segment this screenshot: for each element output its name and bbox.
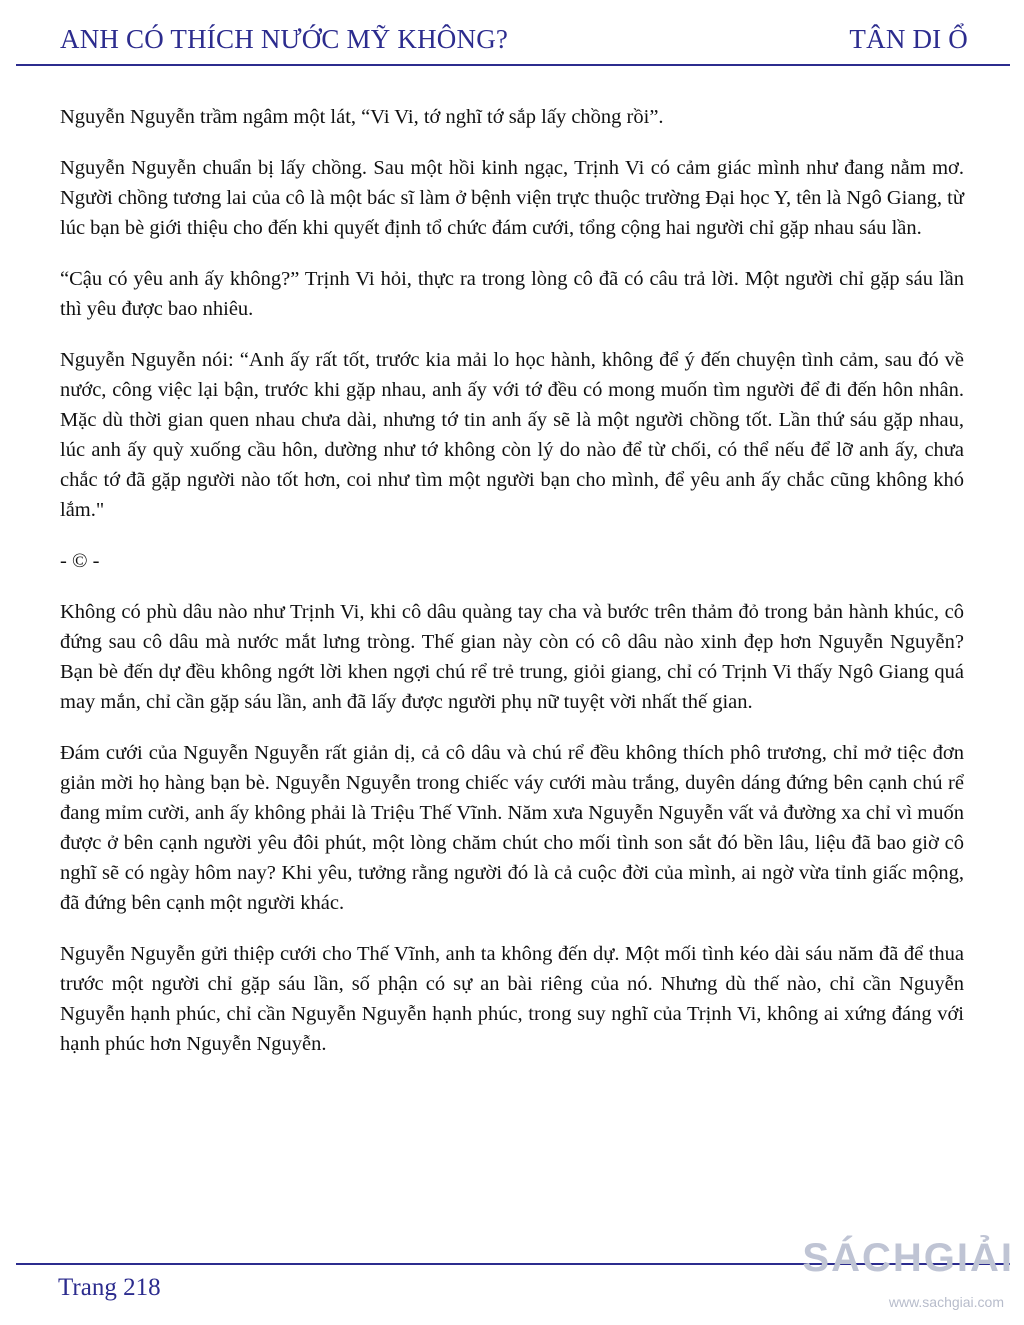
page-number: Trang 218 <box>58 1274 161 1301</box>
paragraph: Nguyễn Nguyễn nói: “Anh ấy rất tốt, trước kia mải lo học hành, không để ý đến chuyện tình cảm, sau đó về nước, công việc lại bận, trước khi gặp nhau, anh ấy với tớ đều có mong muốn tìm người để đi đến hôn nhân. Mặc dù thời gian quen nhau chưa dài, nhưng tớ tin anh ấy sẽ là một người chồng tốt. Lần thứ sáu gặp nhau, lúc anh ấy quỳ xuống cầu hôn, dường như tớ không còn lý do nào để từ chối, có thể nếu để lỡ anh ấy, chưa chắc tớ đã gặp người nào tốt hơn, coi như tìm một người bạn cho mình, để yêu anh ấy chắc cũng không khó lắm." <box>60 349 964 521</box>
watermark-logo: SÁCHGIẢI <box>802 1236 1014 1280</box>
page-body <box>60 102 964 1080</box>
header-divider <box>16 64 1010 66</box>
page-header <box>60 24 968 62</box>
paragraph: Nguyễn Nguyễn gửi thiệp cưới cho Thế Vĩnh, anh ta không đến dự. Một mối tình kéo dài sáu năm đã để thua trước một người chỉ gặp sáu lần, số phận có sự an bài riêng của nó. Nhưng dù thế nào, chỉ cần Nguyễn Nguyễn hạnh phúc, chỉ cần Nguyễn Nguyễn hạnh phúc, trong suy nghĩ của Trịnh Vi, không ai xứng đáng với hạnh phúc hơn Nguyễn Nguyễn. <box>60 943 964 1055</box>
paragraph: Đám cưới của Nguyễn Nguyễn rất giản dị, cả cô dâu và chú rể đều không thích phô trương, chỉ mở tiệc đơn giản mời họ hàng bạn bè. Nguyễn Nguyễn trong chiếc váy cưới màu trắng, duyên dáng đứng bên cạnh chú rể đang mỉm cười, anh ấy không phải là Triệu Thế Vĩnh. Năm xưa Nguyễn Nguyễn vất vả đường xa chỉ vì muốn được ở bên cạnh người yêu đôi phút, một lòng chăm chút cho mối tình son sắt đó bền lâu, liệu đã bao giờ cô nghĩ sẽ có ngày hôm nay? Khi yêu, tưởng rằng người đó là cả cuộc đời của mình, ai ngờ vừa tỉnh giấc mộng, đã đứng bên cạnh một người khác. <box>60 742 964 914</box>
watermark <box>802 1222 1018 1322</box>
watermark-url: www.sachgiai.com <box>888 1294 1004 1310</box>
book-author: TÂN DI Ổ <box>849 24 968 54</box>
paragraph: Nguyễn Nguyễn trầm ngâm một lát, “Vi Vi, tớ nghĩ tớ sắp lấy chồng rồi”. <box>60 106 664 128</box>
book-title: ANH CÓ THÍCH NƯỚC MỸ KHÔNG? <box>60 24 509 54</box>
section-separator: - © - <box>60 550 100 572</box>
paragraph: Không có phù dâu nào như Trịnh Vi, khi cô dâu quàng tay cha và bước trên thảm đỏ trong bản hành khúc, cô đứng sau cô dâu mà nước mắt lưng tròng. Thế gian này còn có cô dâu nào xinh đẹp hơn Nguyễn Nguyễn? Bạn bè đến dự đều không ngớt lời khen ngợi chú rể trẻ trung, giỏi giang, chỉ có Trịnh Vi thấy Ngô Giang quá may mắn, chỉ cần gặp sáu lần, anh đã lấy được người phụ nữ tuyệt vời nhất thế gian. <box>60 601 964 713</box>
paragraph: “Cậu có yêu anh ấy không?” Trịnh Vi hỏi, thực ra trong lòng cô đã có câu trả lời. Một người chỉ gặp sáu lần thì yêu được bao nhiêu. <box>60 268 964 320</box>
paragraph: Nguyễn Nguyễn chuẩn bị lấy chồng. Sau một hồi kinh ngạc, Trịnh Vi có cảm giác mình như đang nằm mơ. Người chồng tương lai của cô là một bác sĩ làm ở bệnh viện trực thuộc trường Đại học Y, tên là Ngô Giang, từ lúc bạn bè giới thiệu cho đến khi quyết định tổ chức đám cưới, tổng cộng hai người chỉ gặp nhau sáu lần. <box>60 157 964 239</box>
